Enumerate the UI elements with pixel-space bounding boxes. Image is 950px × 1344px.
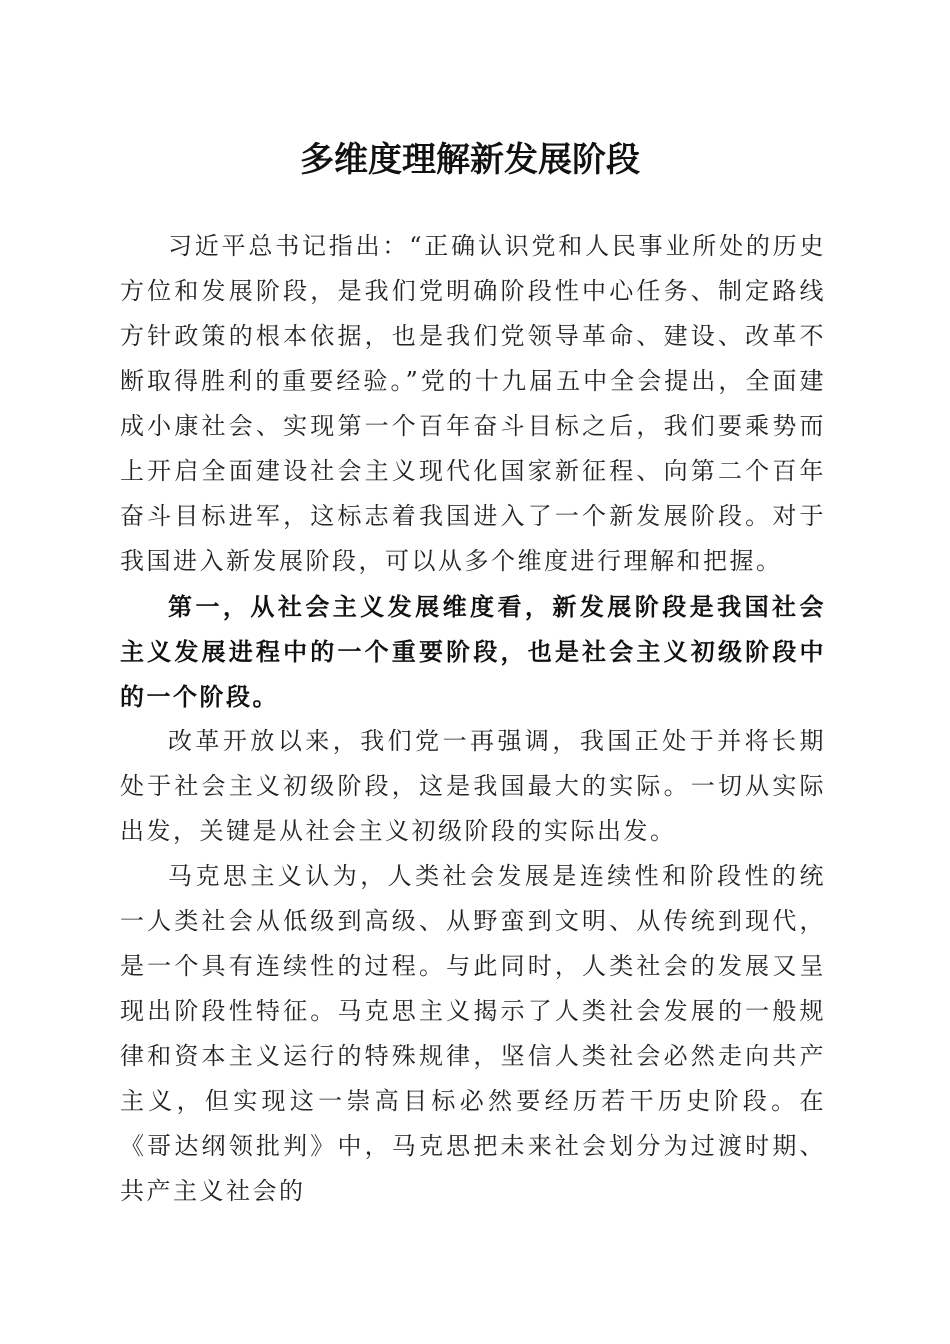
paragraph-marxism: 马克思主义认为，人类社会发展是连续性和阶段性的统一人类社会从低级到高级、从野蛮到文明、从传统到现代，是一个具有连续性的过程。与此同时，人类社会的发展又呈现出阶段性特征。马克思主义揭示了人类社会发展的一般规律和资本主义运行的特殊规律，坚信人类社会必然走向共产主义，但实现这一崇高目标必然要经历若干历史阶段。在《哥达纲领批判》中，马克思把未来社会划分为过渡时期、共产主义社会的 [120, 862, 826, 1205]
document-body [120, 224, 826, 1214]
paragraph-reform-opening: 改革开放以来，我们党一再强调，我国正处于并将长期处于社会主义初级阶段，这是我国最大的实际。一切从实际出发，关键是从社会主义初级阶段的实际出发。 [120, 727, 826, 845]
paragraph-point-one-heading: 第一，从社会主义发展维度看，新发展阶段是我国社会主义发展进程中的一个重要阶段，也是社会主义初级阶段中的一个阶段。 [120, 592, 826, 711]
paragraph-intro: 习近平总书记指出：“正确认识党和人民事业所处的历史方位和发展阶段，是我们党明确阶段性中心任务、制定路线方针政策的根本依据，也是我们党领导革命、建设、改革不断取得胜利的重要经验。”党的十九届五中全会提出，全面建成小康社会、实现第一个百年奋斗目标之后，我们要乘势而上开启全面建设社会主义现代化国家新征程、向第二个百年奋斗目标进军，这标志着我国进入了一个新发展阶段。对于我国进入新发展阶段，可以从多个维度进行理解和把握。 [120, 232, 826, 575]
document-title: 多维度理解新发展阶段 [300, 140, 640, 180]
